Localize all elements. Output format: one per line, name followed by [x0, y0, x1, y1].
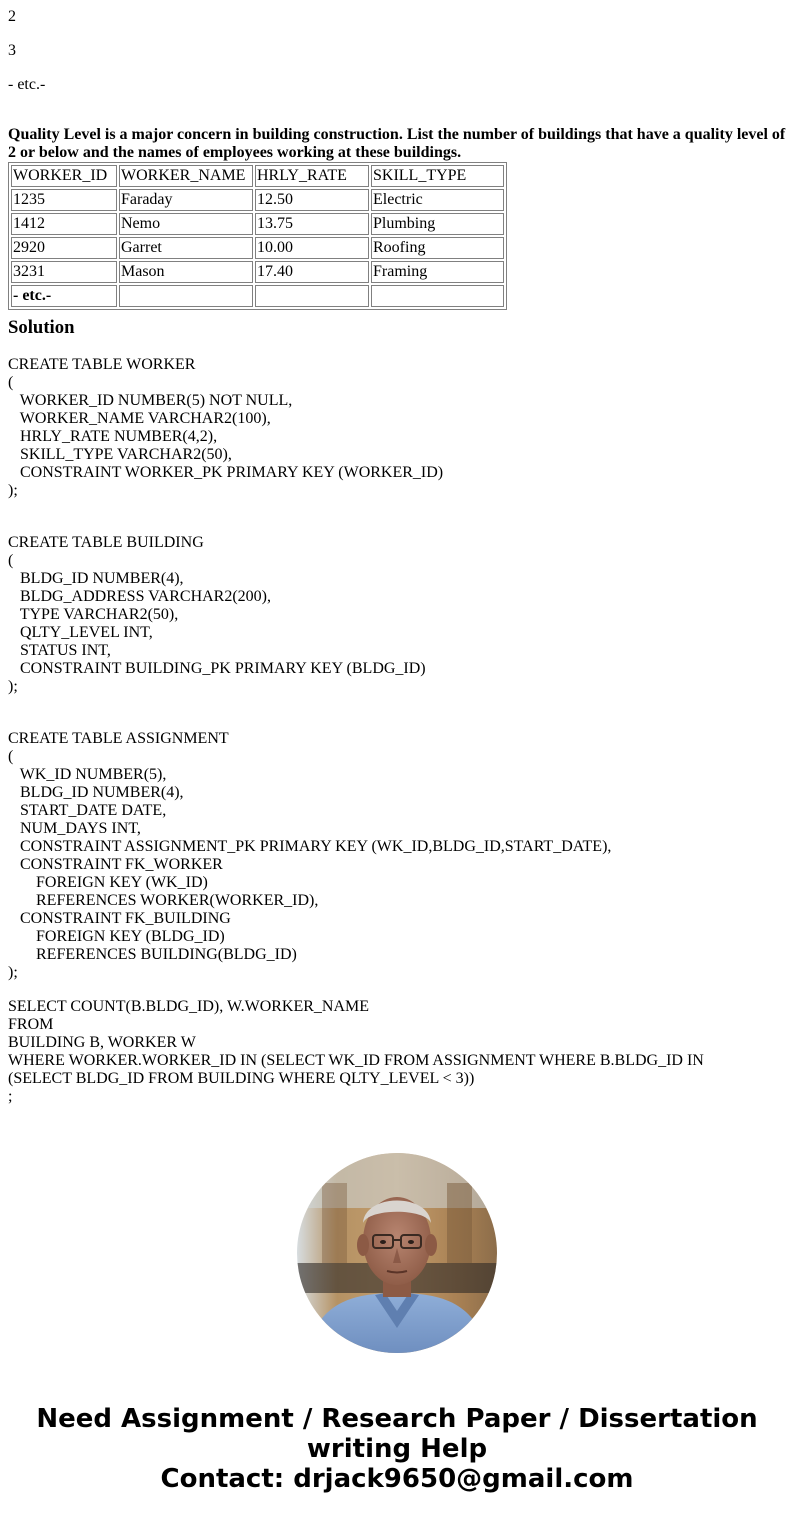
code-line: CONSTRAINT WORKER_PK PRIMARY KEY (WORKER_ID) [8, 464, 444, 481]
author-photo [297, 1153, 497, 1353]
code-line: CONSTRAINT FK_BUILDING [8, 910, 231, 927]
question-text: Quality Level is a major concern in building construction. List the number of buildings that have a quality level of 2 or below and the names of employees working at these buildings. [8, 126, 786, 161]
table-cell: Faraday [119, 189, 253, 211]
code-line: ( [8, 748, 14, 765]
intro-line: 3 [8, 42, 16, 59]
code-line: ); [8, 964, 18, 981]
code-line: STATUS INT, [8, 642, 111, 659]
table-cell: 1235 [11, 189, 117, 211]
table-cell: 3231 [11, 261, 117, 283]
table-cell [119, 285, 253, 307]
create-assignment-code [8, 730, 611, 982]
code-line: CREATE TABLE ASSIGNMENT [8, 730, 229, 747]
code-line: CREATE TABLE BUILDING [8, 534, 204, 551]
code-line: ( [8, 552, 14, 569]
table-header-cell: HRLY_RATE [255, 165, 369, 187]
table-row [11, 285, 504, 307]
code-line: SELECT COUNT(B.BLDG_ID), W.WORKER_NAME [8, 998, 370, 1015]
table-cell: 1412 [11, 213, 117, 235]
code-line: FROM [8, 1016, 54, 1033]
code-line: WORKER_ID NUMBER(5) NOT NULL, [8, 392, 293, 409]
code-line: ); [8, 678, 18, 695]
table-header-cell: WORKER_NAME [119, 165, 253, 187]
table-row [11, 237, 504, 259]
cta-line: writing Help [306, 1434, 488, 1464]
code-line: REFERENCES BUILDING(BLDG_ID) [8, 946, 297, 963]
code-line: CONSTRAINT ASSIGNMENT_PK PRIMARY KEY (WK_ID,BLDG_ID,START_DATE), [8, 838, 612, 855]
table-cell: Nemo [119, 213, 253, 235]
intro-line: - etc.- [8, 76, 46, 93]
table-cell: Mason [119, 261, 253, 283]
table-row [11, 189, 504, 211]
author-photo-image [297, 1153, 497, 1353]
code-line: FOREIGN KEY (WK_ID) [8, 874, 208, 891]
code-line: HRLY_RATE NUMBER(4,2), [8, 428, 218, 445]
cta-email-line: Contact: drjack9650@gmail.com [160, 1464, 634, 1494]
table-cell: - etc.- [11, 285, 117, 307]
code-line: FOREIGN KEY (BLDG_ID) [8, 928, 225, 945]
table-cell: Roofing [371, 237, 504, 259]
table-cell: 10.00 [255, 237, 369, 259]
code-line: BLDG_ID NUMBER(4), [8, 570, 184, 587]
table-cell: Electric [371, 189, 504, 211]
code-line: ; [8, 1088, 13, 1105]
code-line: CONSTRAINT BUILDING_PK PRIMARY KEY (BLDG_ID) [8, 660, 426, 677]
intro-line: 2 [8, 8, 16, 25]
table-cell: Framing [371, 261, 504, 283]
code-line: SKILL_TYPE VARCHAR2(50), [8, 446, 232, 463]
code-line: BLDG_ADDRESS VARCHAR2(200), [8, 588, 271, 605]
code-line: BLDG_ID NUMBER(4), [8, 784, 184, 801]
table-cell: 17.40 [255, 261, 369, 283]
table-row [11, 261, 504, 283]
code-line: ( [8, 374, 14, 391]
create-building-code [8, 534, 426, 696]
table-cell: 13.75 [255, 213, 369, 235]
table-cell: 12.50 [255, 189, 369, 211]
table-cell: Plumbing [371, 213, 504, 235]
worker-table [8, 162, 507, 310]
contact-banner [0, 1404, 794, 1494]
code-line: WHERE WORKER.WORKER_ID IN (SELECT WK_ID FROM ASSIGNMENT WHERE B.BLDG_ID IN [8, 1052, 704, 1069]
code-line: NUM_DAYS INT, [8, 820, 141, 837]
solution-heading: Solution [8, 317, 75, 338]
code-line: START_DATE DATE, [8, 802, 167, 819]
cta-line: Need Assignment / Research Paper / Dissertation [36, 1404, 758, 1434]
select-query-code [8, 998, 704, 1106]
code-line: WORKER_NAME VARCHAR2(100), [8, 410, 271, 427]
code-line: REFERENCES WORKER(WORKER_ID), [8, 892, 319, 909]
code-line: CREATE TABLE WORKER [8, 356, 196, 373]
table-row [11, 213, 504, 235]
table-cell [255, 285, 369, 307]
code-line: WK_ID NUMBER(5), [8, 766, 167, 783]
code-line: (SELECT BLDG_ID FROM BUILDING WHERE QLTY_LEVEL < 3)) [8, 1070, 475, 1087]
code-line: CONSTRAINT FK_WORKER [8, 856, 223, 873]
code-line: ); [8, 482, 18, 499]
table-header-cell: WORKER_ID [11, 165, 117, 187]
table-cell: 2920 [11, 237, 117, 259]
table-header-cell: SKILL_TYPE [371, 165, 504, 187]
table-cell: Garret [119, 237, 253, 259]
table-cell [371, 285, 504, 307]
create-worker-code [8, 356, 443, 500]
code-line: BUILDING B, WORKER W [8, 1034, 196, 1051]
code-line: TYPE VARCHAR2(50), [8, 606, 179, 623]
code-line: QLTY_LEVEL INT, [8, 624, 153, 641]
table-header-row [11, 165, 504, 187]
